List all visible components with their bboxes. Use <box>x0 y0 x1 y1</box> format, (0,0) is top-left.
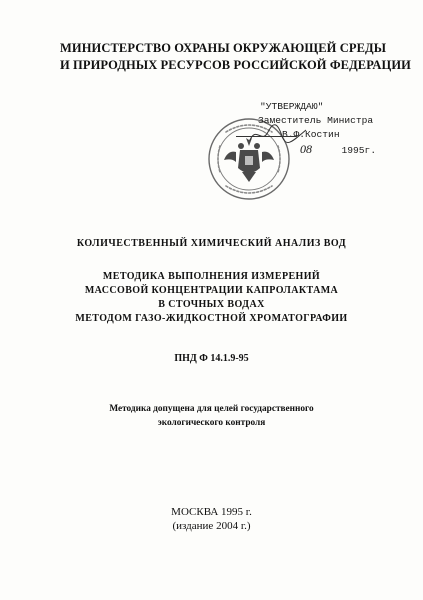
publication-footer <box>40 505 383 533</box>
publication-city: МОСКВА 1995 г. <box>171 506 252 518</box>
ministry-line-1: МИНИСТЕРСТВО ОХРАНЫ ОКРУЖАЮЩЕЙ СРЕДЫ <box>60 41 387 55</box>
ministry-line-2: И ПРИРОДНЫХ РЕСУРСОВ РОССИЙСКОЙ ФЕДЕРАЦИИ <box>60 58 411 72</box>
permit-line-2: экологического контроля <box>157 418 266 428</box>
approval-block <box>236 100 386 158</box>
method-title <box>40 270 383 326</box>
analysis-title: КОЛИЧЕСТВЕННЫЙ ХИМИЧЕСКИЙ АНАЛИЗ ВОД <box>76 238 347 249</box>
approval-position: Заместитель Министра <box>258 115 374 126</box>
method-line-4: МЕТОДОМ ГАЗО-ЖИДКОСТНОЙ ХРОМАТОГРАФИИ <box>75 313 348 324</box>
permit-note <box>40 402 383 430</box>
document-code: ПНД Ф 14.1.9-95 <box>174 353 249 364</box>
approval-day: 08 <box>300 142 312 156</box>
method-line-2: МАССОВОЙ КОНЦЕНТРАЦИИ КАПРОЛАКТАМА <box>84 285 339 296</box>
method-line-1: МЕТОДИКА ВЫПОЛНЕНИЯ ИЗМЕРЕНИЙ <box>102 271 321 282</box>
approval-signatory: В.Ф.Костин <box>282 129 340 140</box>
signature-line <box>236 136 296 137</box>
method-line-3: В СТОЧНЫХ ВОДАХ <box>158 299 265 310</box>
approval-year: 1995г. <box>341 145 377 156</box>
ministry-header <box>60 40 411 74</box>
permit-line-1: Методика допущена для целей государственного <box>109 404 314 414</box>
approval-heading: "УТВЕРЖДАЮ" <box>260 101 324 112</box>
publication-edition: (издание 2004 г.) <box>172 520 251 532</box>
